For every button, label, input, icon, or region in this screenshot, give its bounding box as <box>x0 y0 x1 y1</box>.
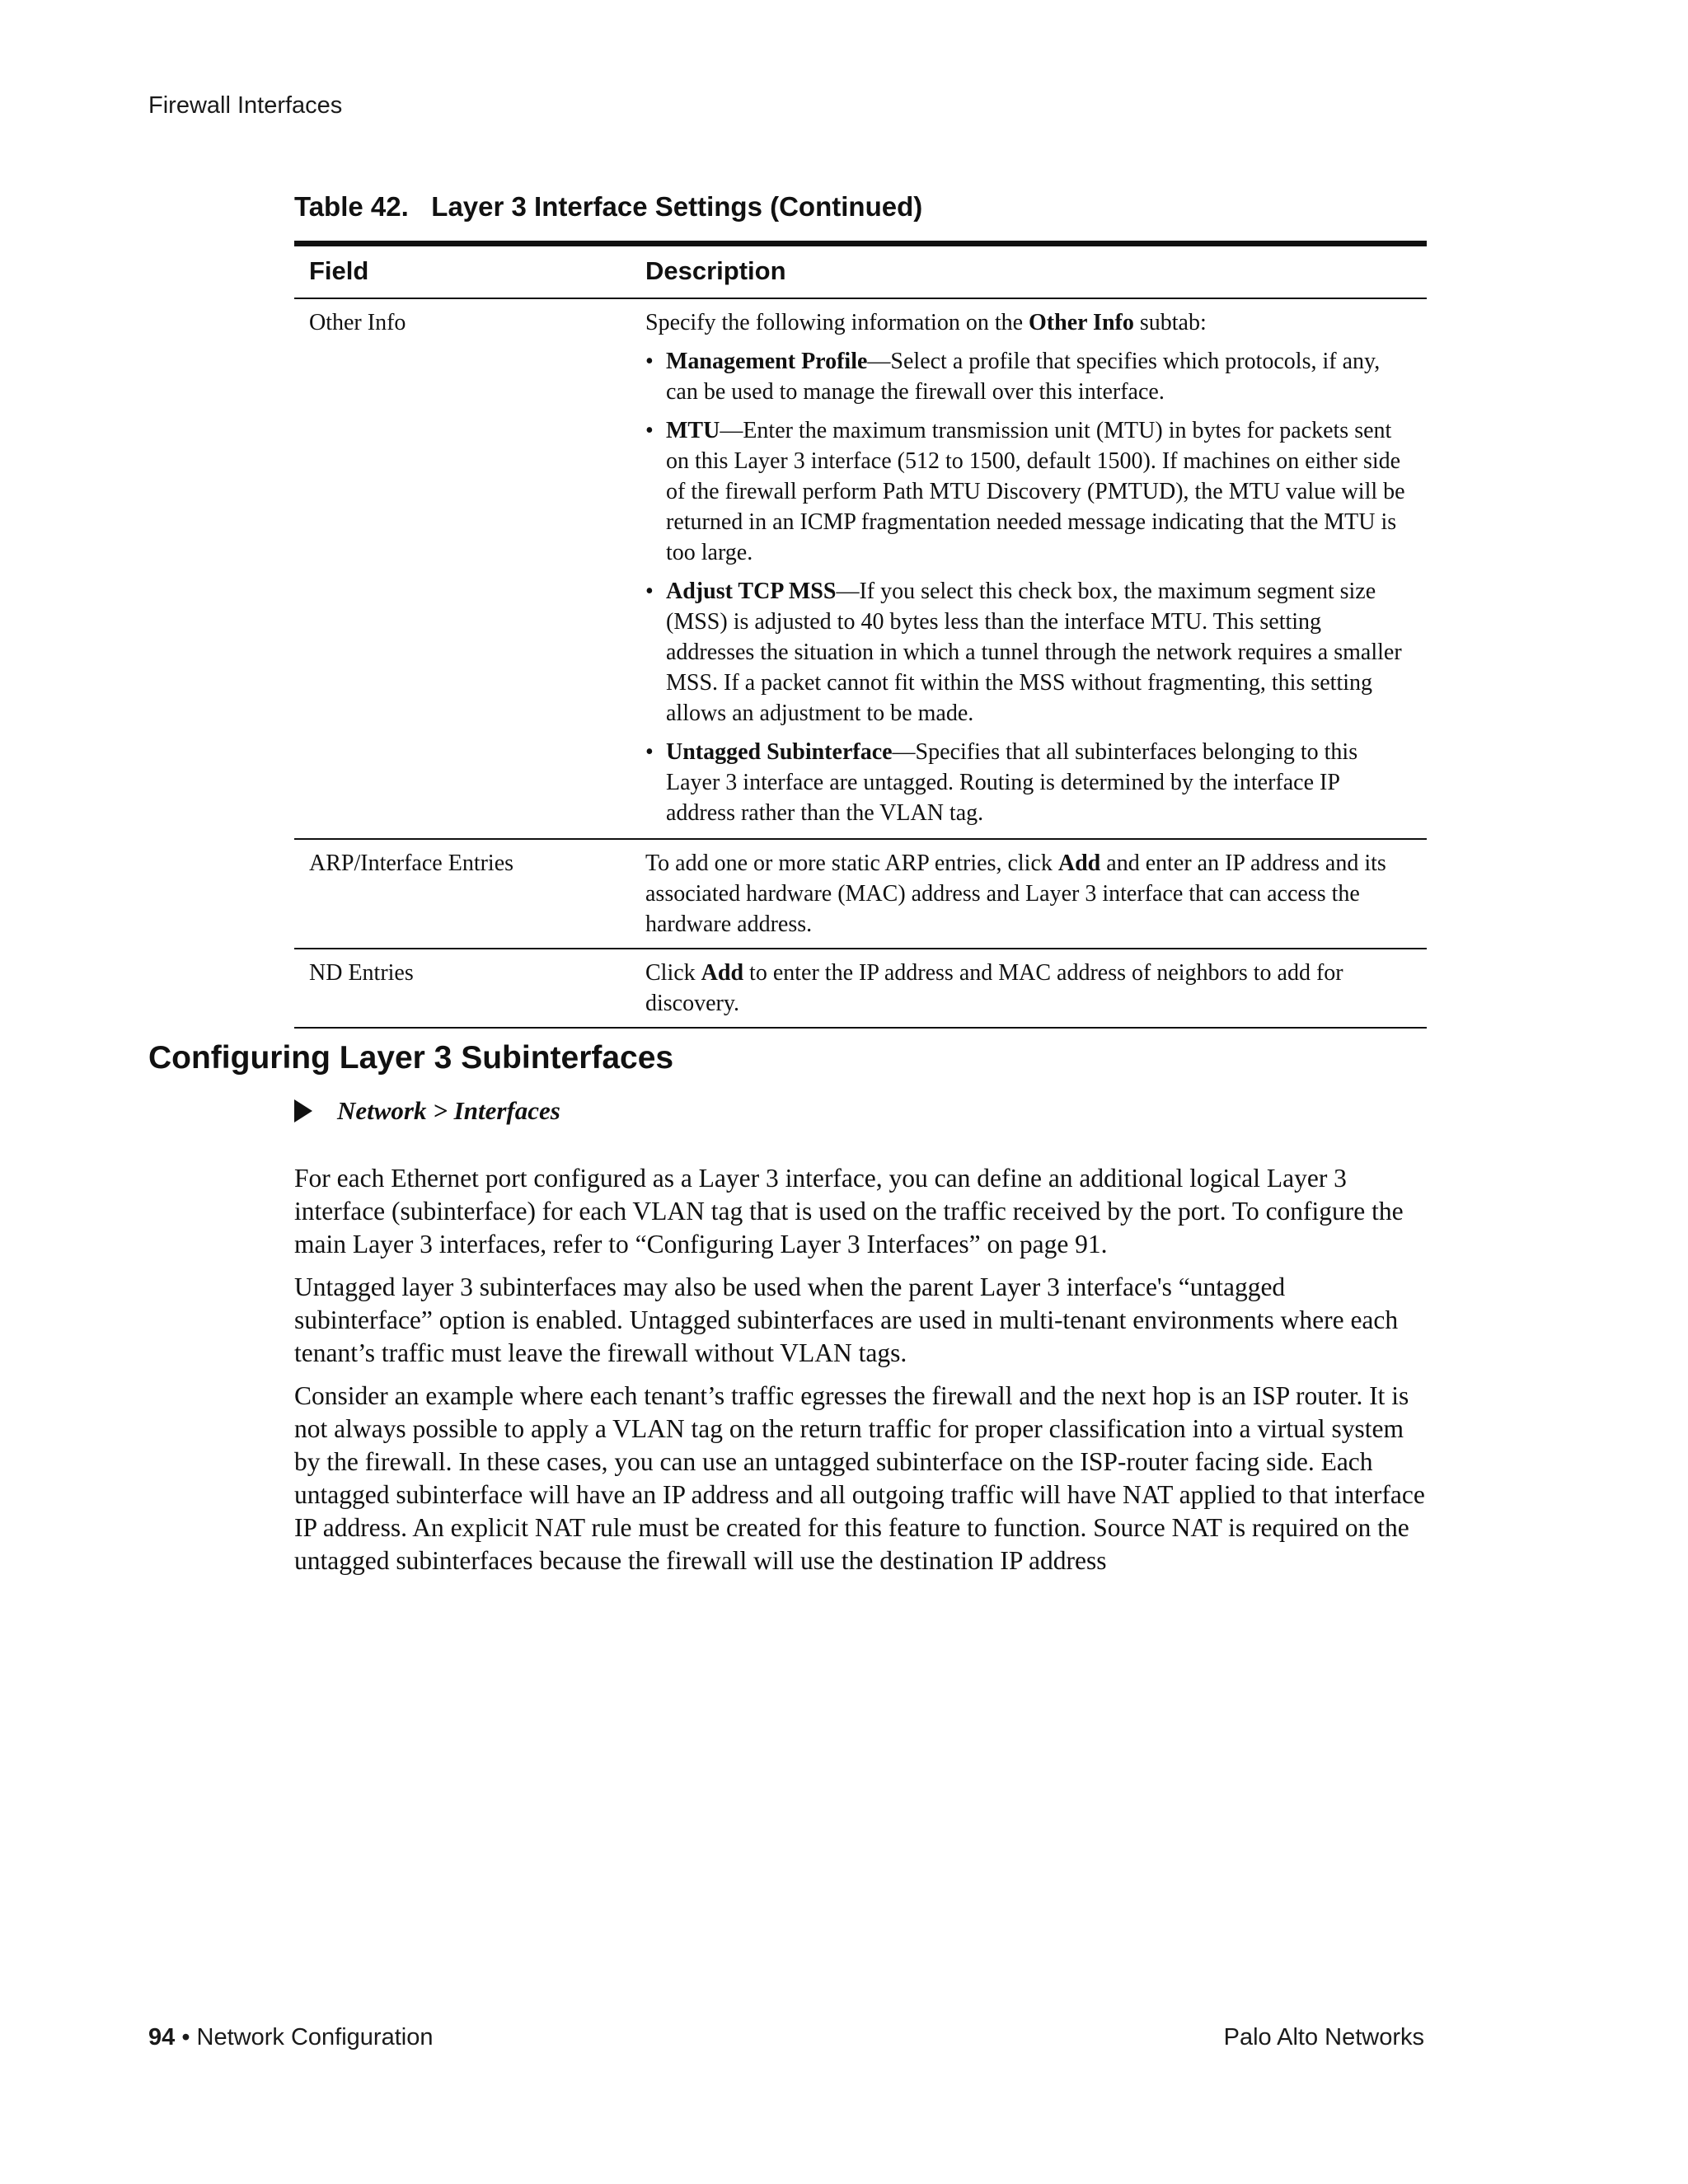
list-item <box>645 346 1412 407</box>
description-text: To add one or more static ARP entries, click <box>645 851 1058 876</box>
body-paragraph: Consider an example where each tenant’s traffic egresses the firewall and the next hop is an ISP router. It is not always possible to apply a VLAN tag on the return traffic for proper classification into a virtual system by the firewall. In these cases, you can use an untagged subinterface on the ISP-router facing side. Each untagged subinterface will have an IP address and all outgoing traffic will have NAT applied to that interface IP address. An explicit NAT rule must be created for this feature to function. Source NAT is required on the untagged subinterfaces because the firewall will use the destination IP address <box>294 1381 1425 1575</box>
nav-path-text: Network > Interfaces <box>337 1096 560 1125</box>
settings-table <box>294 241 1427 1029</box>
option-text: —Specifies that all subinterfaces belonging to this Layer 3 interface are untagged. Routing is determined by the interface IP address rather than the VLAN tag. <box>666 739 1358 826</box>
settings-table-block <box>294 191 1427 1029</box>
table-row <box>294 298 1427 839</box>
chapter-name: Network Configuration <box>196 2024 434 2050</box>
table-row <box>294 839 1427 949</box>
option-text: —If you select this check box, the maximum segment size (MSS) is adjusted to 40 bytes less than the interface MTU. This setting addresses the situation in which a tunnel through the network requires a smaller MSS. If a packet cannot fit within the MSS without fragmenting, this setting allows an adjustment to be made. <box>666 579 1402 726</box>
table-row <box>294 949 1427 1028</box>
column-header-field: Field <box>294 244 631 299</box>
add-keyword: Add <box>701 960 744 986</box>
option-list <box>645 346 1412 828</box>
description-intro <box>645 307 1412 338</box>
section-title: Configuring Layer 3 Subinterfaces <box>148 1040 674 1076</box>
navigation-path <box>294 1096 560 1126</box>
option-term: Management Profile <box>666 349 868 374</box>
section-body <box>294 1162 1428 1587</box>
description-text: Click <box>645 960 701 986</box>
field-cell: ARP/Interface Entries <box>294 839 631 949</box>
company-name: Palo Alto Networks <box>1223 2024 1424 2050</box>
field-cell: Other Info <box>294 298 631 839</box>
running-header: Firewall Interfaces <box>148 92 343 119</box>
list-item <box>645 737 1412 828</box>
table-header-row <box>294 244 1427 299</box>
intro-text: Specify the following information on the <box>645 310 1029 335</box>
footer-separator: • <box>175 2024 197 2050</box>
triangle-arrow-icon <box>294 1099 312 1122</box>
option-term: MTU <box>666 418 720 443</box>
description-cell <box>631 839 1427 949</box>
list-item <box>645 576 1412 729</box>
add-keyword: Add <box>1057 851 1101 876</box>
column-header-description: Description <box>631 244 1427 299</box>
table-caption: Table 42. Layer 3 Interface Settings (Continued) <box>294 191 923 222</box>
option-term: Adjust TCP MSS <box>666 579 837 604</box>
option-text: —Select a profile that specifies which protocols, if any, can be used to manage the firewall over this interface. <box>666 349 1381 405</box>
description-cell <box>631 298 1427 839</box>
field-cell: ND Entries <box>294 949 631 1028</box>
list-item <box>645 415 1412 568</box>
subtab-name: Other Info <box>1029 310 1134 335</box>
description-text-end: and enter an IP address and its associated hardware (MAC) address and Layer 3 interface that can access the hardware address. <box>645 851 1386 937</box>
body-paragraph: For each Ethernet port configured as a Layer 3 interface, you can define an additional logical Layer 3 interface (subinterface) for each VLAN tag that is used on the traffic received by the port. To configure the main Layer 3 interfaces, refer to “Configuring Layer 3 Interfaces” on page 91. <box>294 1164 1404 1258</box>
intro-text-end: subtab: <box>1133 310 1207 335</box>
page-footer-left <box>148 2024 433 2051</box>
body-paragraph: Untagged layer 3 subinterfaces may also be used when the parent Layer 3 interface's “untagged subinterface” option is enabled. Untagged subinterfaces are used in multi-tenant environments where each tenant’s traffic must leave the firewall without VLAN tags. <box>294 1272 1399 1367</box>
page-number: 94 <box>148 2024 176 2050</box>
option-text: —Enter the maximum transmission unit (MTU) in bytes for packets sent on this Layer 3 interface (512 to 1500, default 1500). If machines on either side of the firewall perform Path MTU Discovery (PMTUD), the MTU value will be returned in an ICMP fragmentation needed message indicating that the MTU is too large. <box>666 418 1405 565</box>
description-text-end: to enter the IP address and MAC address of neighbors to add for discovery. <box>645 960 1343 1016</box>
description-cell <box>631 949 1427 1028</box>
option-term: Untagged Subinterface <box>666 739 893 765</box>
